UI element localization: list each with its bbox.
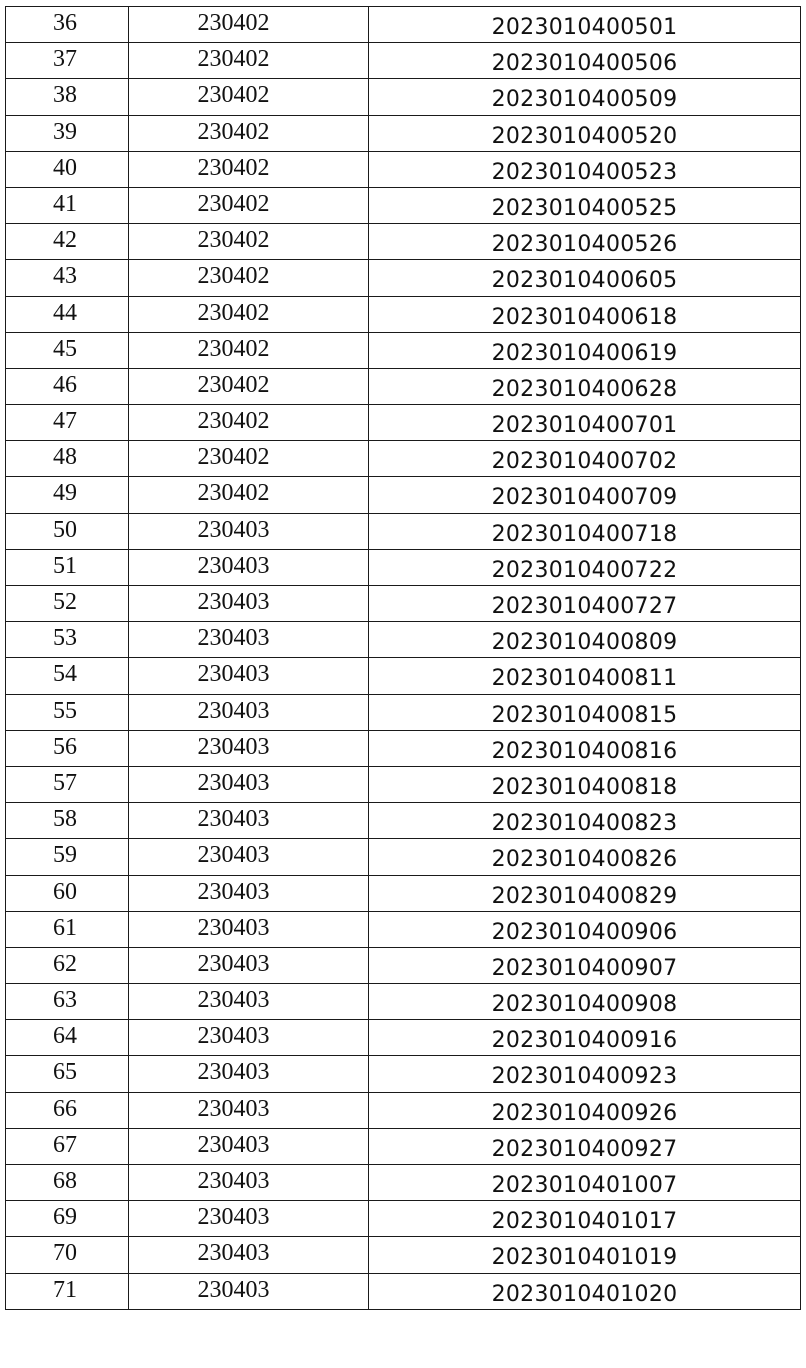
table-row <box>6 1056 801 1092</box>
table-row <box>6 586 801 622</box>
row-index-cell: 56 <box>6 730 129 766</box>
row-code-cell: 230403 <box>129 875 369 911</box>
row-number-cell: 2023010400908 <box>369 984 801 1020</box>
table-row <box>6 1237 801 1273</box>
table-row <box>6 694 801 730</box>
row-number-cell: 2023010400818 <box>369 766 801 802</box>
row-code-cell: 230402 <box>129 43 369 79</box>
row-index-cell: 71 <box>6 1273 129 1309</box>
table-row <box>6 1092 801 1128</box>
row-index-cell: 48 <box>6 441 129 477</box>
table-row <box>6 332 801 368</box>
row-code-cell: 230402 <box>129 79 369 115</box>
row-number-cell: 2023010400923 <box>369 1056 801 1092</box>
table-row <box>6 441 801 477</box>
table-row <box>6 477 801 513</box>
row-number-cell: 2023010401017 <box>369 1201 801 1237</box>
table-row <box>6 79 801 115</box>
row-code-cell: 230403 <box>129 766 369 802</box>
row-code-cell: 230403 <box>129 694 369 730</box>
table-row <box>6 549 801 585</box>
table-row <box>6 151 801 187</box>
row-code-cell: 230402 <box>129 7 369 43</box>
row-code-cell: 230402 <box>129 368 369 404</box>
row-code-cell: 230403 <box>129 586 369 622</box>
row-code-cell: 230402 <box>129 296 369 332</box>
table-row <box>6 43 801 79</box>
row-number-cell: 2023010400702 <box>369 441 801 477</box>
row-number-cell: 2023010400526 <box>369 224 801 260</box>
row-code-cell: 230403 <box>129 1237 369 1273</box>
row-number-cell: 2023010400816 <box>369 730 801 766</box>
row-number-cell: 2023010400823 <box>369 803 801 839</box>
row-code-cell: 230402 <box>129 332 369 368</box>
row-index-cell: 43 <box>6 260 129 296</box>
row-index-cell: 49 <box>6 477 129 513</box>
row-index-cell: 55 <box>6 694 129 730</box>
table-row <box>6 1273 801 1309</box>
row-number-cell: 2023010400926 <box>369 1092 801 1128</box>
row-code-cell: 230402 <box>129 260 369 296</box>
table-row <box>6 622 801 658</box>
row-code-cell: 230403 <box>129 911 369 947</box>
row-index-cell: 65 <box>6 1056 129 1092</box>
table-row <box>6 984 801 1020</box>
row-number-cell: 2023010401020 <box>369 1273 801 1309</box>
row-number-cell: 2023010400829 <box>369 875 801 911</box>
table-row <box>6 7 801 43</box>
row-index-cell: 46 <box>6 368 129 404</box>
row-number-cell: 2023010400718 <box>369 513 801 549</box>
row-number-cell: 2023010400811 <box>369 658 801 694</box>
table-row <box>6 947 801 983</box>
row-index-cell: 61 <box>6 911 129 947</box>
row-code-cell: 230403 <box>129 1128 369 1164</box>
row-code-cell: 230403 <box>129 549 369 585</box>
row-index-cell: 62 <box>6 947 129 983</box>
row-index-cell: 63 <box>6 984 129 1020</box>
table-row <box>6 1165 801 1201</box>
row-number-cell: 2023010400525 <box>369 187 801 223</box>
row-index-cell: 47 <box>6 405 129 441</box>
row-number-cell: 2023010400906 <box>369 911 801 947</box>
row-number-cell: 2023010400619 <box>369 332 801 368</box>
row-number-cell: 2023010400809 <box>369 622 801 658</box>
row-code-cell: 230403 <box>129 513 369 549</box>
row-number-cell: 2023010400727 <box>369 586 801 622</box>
table-row <box>6 1201 801 1237</box>
row-code-cell: 230403 <box>129 947 369 983</box>
row-code-cell: 230403 <box>129 658 369 694</box>
row-code-cell: 230403 <box>129 1273 369 1309</box>
row-index-cell: 36 <box>6 7 129 43</box>
table-row <box>6 115 801 151</box>
row-index-cell: 52 <box>6 586 129 622</box>
table-row <box>6 513 801 549</box>
table-row <box>6 766 801 802</box>
row-index-cell: 42 <box>6 224 129 260</box>
table-row <box>6 405 801 441</box>
row-code-cell: 230402 <box>129 477 369 513</box>
row-index-cell: 68 <box>6 1165 129 1201</box>
row-code-cell: 230403 <box>129 1056 369 1092</box>
row-code-cell: 230402 <box>129 115 369 151</box>
row-index-cell: 58 <box>6 803 129 839</box>
results-sheet <box>5 6 801 1310</box>
table-row <box>6 803 801 839</box>
row-number-cell: 2023010400506 <box>369 43 801 79</box>
row-index-cell: 51 <box>6 549 129 585</box>
row-index-cell: 44 <box>6 296 129 332</box>
row-code-cell: 230402 <box>129 151 369 187</box>
table-row <box>6 875 801 911</box>
row-index-cell: 45 <box>6 332 129 368</box>
row-number-cell: 2023010400605 <box>369 260 801 296</box>
row-index-cell: 60 <box>6 875 129 911</box>
row-index-cell: 40 <box>6 151 129 187</box>
row-number-cell: 2023010400927 <box>369 1128 801 1164</box>
table-row <box>6 1128 801 1164</box>
results-table <box>5 6 801 1310</box>
results-table-body <box>6 7 801 1310</box>
row-code-cell: 230403 <box>129 622 369 658</box>
row-code-cell: 230402 <box>129 441 369 477</box>
row-number-cell: 2023010400501 <box>369 7 801 43</box>
row-index-cell: 38 <box>6 79 129 115</box>
row-number-cell: 2023010400509 <box>369 79 801 115</box>
table-row <box>6 658 801 694</box>
row-index-cell: 57 <box>6 766 129 802</box>
row-code-cell: 230403 <box>129 803 369 839</box>
row-code-cell: 230403 <box>129 1201 369 1237</box>
row-number-cell: 2023010400618 <box>369 296 801 332</box>
row-code-cell: 230403 <box>129 1165 369 1201</box>
row-code-cell: 230403 <box>129 839 369 875</box>
row-number-cell: 2023010400523 <box>369 151 801 187</box>
table-row <box>6 730 801 766</box>
table-row <box>6 911 801 947</box>
row-index-cell: 50 <box>6 513 129 549</box>
row-index-cell: 70 <box>6 1237 129 1273</box>
row-number-cell: 2023010400628 <box>369 368 801 404</box>
table-row <box>6 260 801 296</box>
row-number-cell: 2023010400520 <box>369 115 801 151</box>
table-row <box>6 187 801 223</box>
table-row <box>6 1020 801 1056</box>
row-code-cell: 230402 <box>129 224 369 260</box>
row-number-cell: 2023010400722 <box>369 549 801 585</box>
row-number-cell: 2023010401007 <box>369 1165 801 1201</box>
row-number-cell: 2023010400907 <box>369 947 801 983</box>
row-index-cell: 37 <box>6 43 129 79</box>
row-number-cell: 2023010400826 <box>369 839 801 875</box>
row-code-cell: 230403 <box>129 1092 369 1128</box>
row-code-cell: 230402 <box>129 405 369 441</box>
row-code-cell: 230403 <box>129 730 369 766</box>
row-index-cell: 41 <box>6 187 129 223</box>
row-code-cell: 230402 <box>129 187 369 223</box>
table-row <box>6 224 801 260</box>
row-index-cell: 67 <box>6 1128 129 1164</box>
row-index-cell: 66 <box>6 1092 129 1128</box>
row-number-cell: 2023010400709 <box>369 477 801 513</box>
table-row <box>6 839 801 875</box>
row-index-cell: 53 <box>6 622 129 658</box>
row-number-cell: 2023010400916 <box>369 1020 801 1056</box>
table-row <box>6 368 801 404</box>
row-index-cell: 59 <box>6 839 129 875</box>
row-index-cell: 69 <box>6 1201 129 1237</box>
row-index-cell: 64 <box>6 1020 129 1056</box>
row-code-cell: 230403 <box>129 984 369 1020</box>
row-index-cell: 54 <box>6 658 129 694</box>
row-number-cell: 2023010400815 <box>369 694 801 730</box>
row-code-cell: 230403 <box>129 1020 369 1056</box>
row-number-cell: 2023010401019 <box>369 1237 801 1273</box>
row-number-cell: 2023010400701 <box>369 405 801 441</box>
table-row <box>6 296 801 332</box>
row-index-cell: 39 <box>6 115 129 151</box>
